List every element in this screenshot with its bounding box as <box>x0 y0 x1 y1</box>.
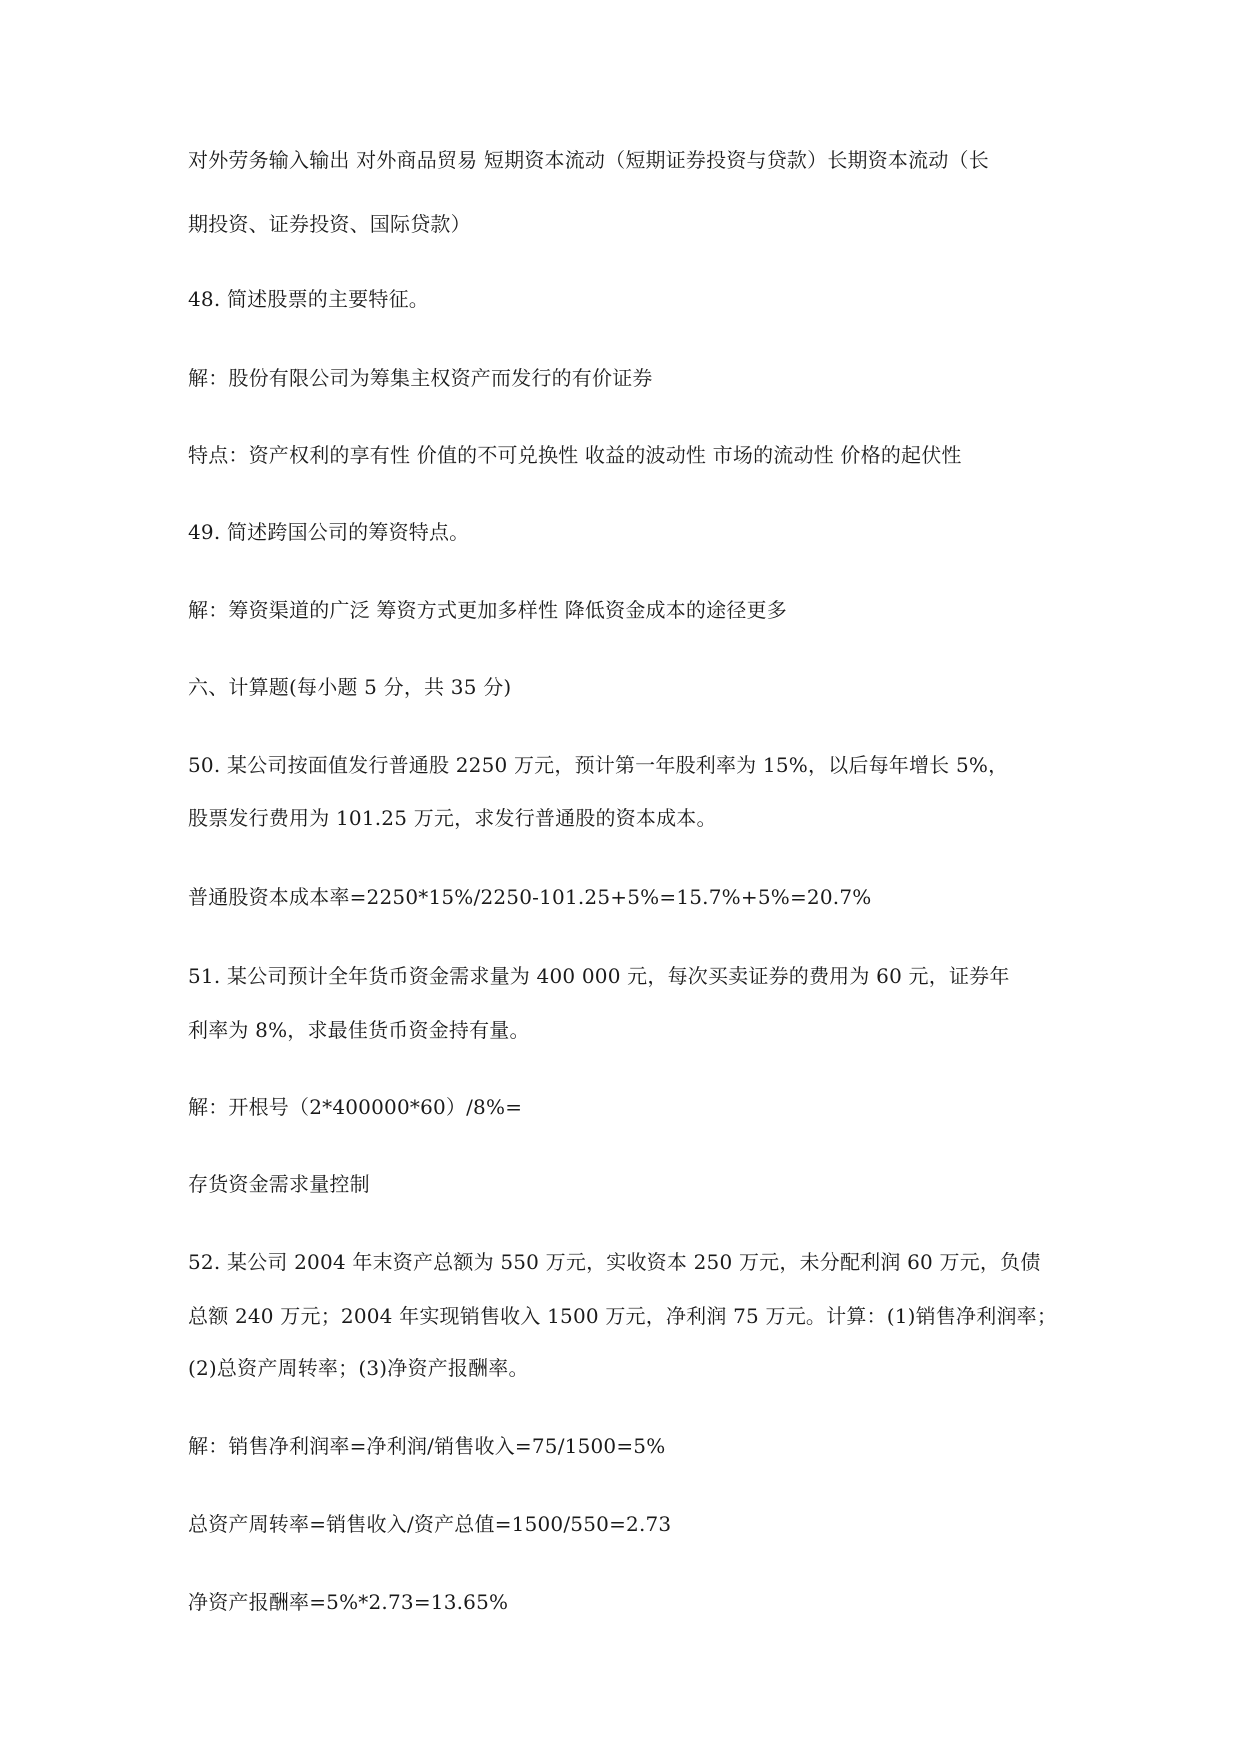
question-52-line-1: 52. 某公司 2004 年末资产总额为 550 万元，实收资本 250 万元，未分配利润 60 万元，负债 <box>188 1250 1041 1274</box>
question-50-line-2: 股票发行费用为 101.25 万元，求发行普通股的资本成本。 <box>188 806 717 830</box>
question-50-line-1: 50. 某公司按面值发行普通股 2250 万元，预计第一年股利率为 15%，以后每年增长 5%， <box>188 753 1009 777</box>
answer-49: 解：筹资渠道的广泛 筹资方式更加多样性 降低资金成本的途径更多 <box>188 598 787 622</box>
question-48: 48. 简述股票的主要特征。 <box>188 287 429 311</box>
question-51-line-1: 51. 某公司预计全年货币资金需求量为 400 000 元，每次买卖证券的费用为 60 元，证券年 <box>188 964 1010 988</box>
section-heading-calculation: 六、计算题(每小题 5 分，共 35 分) <box>188 675 512 699</box>
answer-52-net-profit-margin: 解：销售净利润率=净利润/销售收入=75/1500=5% <box>188 1434 666 1458</box>
answer-48-features: 特点：资产权利的享有性 价值的不可兑换性 收益的波动性 市场的流动性 价格的起伏性 <box>188 443 962 467</box>
question-51-line-2: 利率为 8%，求最佳货币资金持有量。 <box>188 1018 530 1042</box>
balance-items-line-2: 期投资、证券投资、国际贷款） <box>188 212 471 236</box>
answer-48-definition: 解：股份有限公司为筹集主权资产而发行的有价证券 <box>188 366 653 390</box>
question-52-line-2: 总额 240 万元；2004 年实现销售收入 1500 万元，净利润 75 万元。计算：(1)销售净利润率； <box>188 1304 1058 1328</box>
answer-51-note: 存货资金需求量控制 <box>188 1172 370 1196</box>
balance-items-line-1: 对外劳务输入输出 对外商品贸易 短期资本流动（短期证券投资与贷款）长期资本流动（长 <box>188 148 989 172</box>
answer-51: 解：开根号（2*400000*60）/8%= <box>188 1095 523 1119</box>
answer-52-return-on-equity: 净资产报酬率=5%*2.73=13.65% <box>188 1590 509 1614</box>
answer-50: 普通股资本成本率=2250*15%/2250-101.25+5%=15.7%+5%=20.7% <box>188 885 872 909</box>
answer-52-asset-turnover: 总资产周转率=销售收入/资产总值=1500/550=2.73 <box>188 1512 672 1536</box>
question-52-line-3: (2)总资产周转率；(3)净资产报酬率。 <box>188 1356 529 1380</box>
question-49: 49. 简述跨国公司的筹资特点。 <box>188 520 470 544</box>
